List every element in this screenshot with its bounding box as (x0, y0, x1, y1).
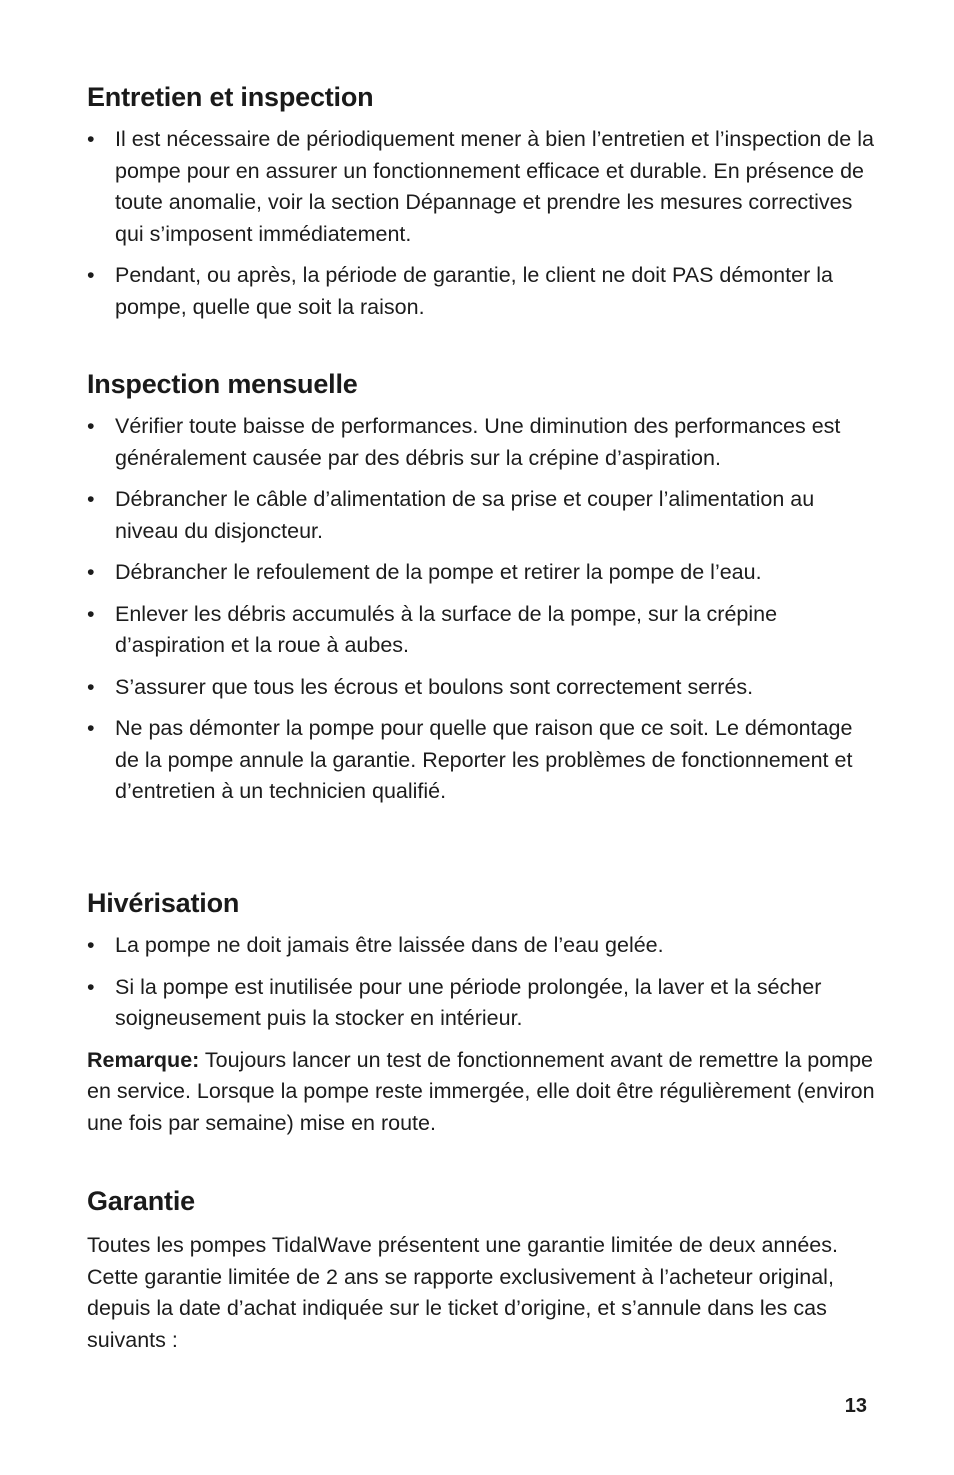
section-maintenance (87, 80, 877, 323)
bullet-icon: • (87, 933, 95, 957)
bullet-icon: • (87, 974, 95, 999)
section-heading: Garantie (87, 1186, 195, 1216)
list-item: • Enlever les débris accumulés à la surface de la pompe, sur la crépine d’aspiration et la roue à aubes. (87, 599, 877, 662)
section-warranty (87, 1184, 877, 1356)
bullet-icon: • (87, 127, 95, 151)
list-item: • Ne pas démonter la pompe pour quelle que raison que ce soit. Le démontage de la pompe annule la garantie. Reporter les problèmes de fonctionnement et d’entretien à un technicien qualifié. (87, 713, 877, 808)
list-item: • La pompe ne doit jamais être laissée dans de l’eau gelée. (87, 930, 877, 962)
bullet-icon: • (87, 560, 95, 584)
bullet-list (87, 930, 877, 1035)
bullet-icon: • (87, 487, 95, 511)
note-label: Remarque: (87, 1047, 200, 1072)
list-item: • Il est nécessaire de périodiquement mener à bien l’entretien et l’inspection de la pompe pour en assurer un fonctionnement efficace et durable. En présence de toute anomalie, voir la section Dépannage et prendre les mesures correctives qui s’imposent immédiatement. (87, 124, 877, 250)
bullet-icon: • (87, 716, 95, 740)
list-item: • S’assurer que tous les écrous et boulons sont correctement serrés. (87, 672, 877, 704)
list-item: • Pendant, ou après, la période de garantie, le client ne doit PAS démonter la pompe, quelle que soit la raison. (87, 260, 877, 323)
section-heading: Hivérisation (87, 888, 240, 918)
bullet-icon: • (87, 674, 95, 699)
bullet-icon: • (87, 414, 95, 438)
list-item: • Débrancher le refoulement de la pompe et retirer la pompe de l’eau. (87, 557, 877, 589)
list-item: • Si la pompe est inutilisée pour une période prolongée, la laver et la sécher soigneusement puis la stocker en intérieur. (87, 972, 877, 1035)
list-item: • Débrancher le câble d’alimentation de sa prise et couper l’alimentation au niveau du disjoncteur. (87, 484, 877, 547)
list-item: • Vérifier toute baisse de performances. Une diminution des performances est généralement causée par des débris sur la crépine d’aspiration. (87, 411, 877, 474)
section-heading: Inspection mensuelle (87, 369, 358, 399)
section-heading: Entretien et inspection (87, 82, 374, 112)
section-winterization (87, 886, 877, 1139)
bullet-list (87, 124, 877, 323)
bullet-icon: • (87, 263, 95, 287)
bullet-list (87, 411, 877, 808)
note-text: Toujours lancer un test de fonctionnement avant de remettre la pompe en service. Lorsque la pompe reste immergée, elle doit être régulièrement (environ une fois par semaine) mise en route. (87, 1047, 875, 1135)
page-number: 13 (844, 1395, 867, 1417)
bullet-icon: • (87, 601, 95, 626)
note-paragraph (87, 1045, 877, 1140)
section-monthly-inspection (87, 367, 877, 808)
warranty-paragraph: Toutes les pompes TidalWave présentent une garantie limitée de deux années. Cette garantie limitée de 2 ans se rapporte exclusivement à l’acheteur original, depuis la date d’achat indiquée sur le ticket d’origine, et s’annule dans les cas suivants : (87, 1233, 838, 1352)
